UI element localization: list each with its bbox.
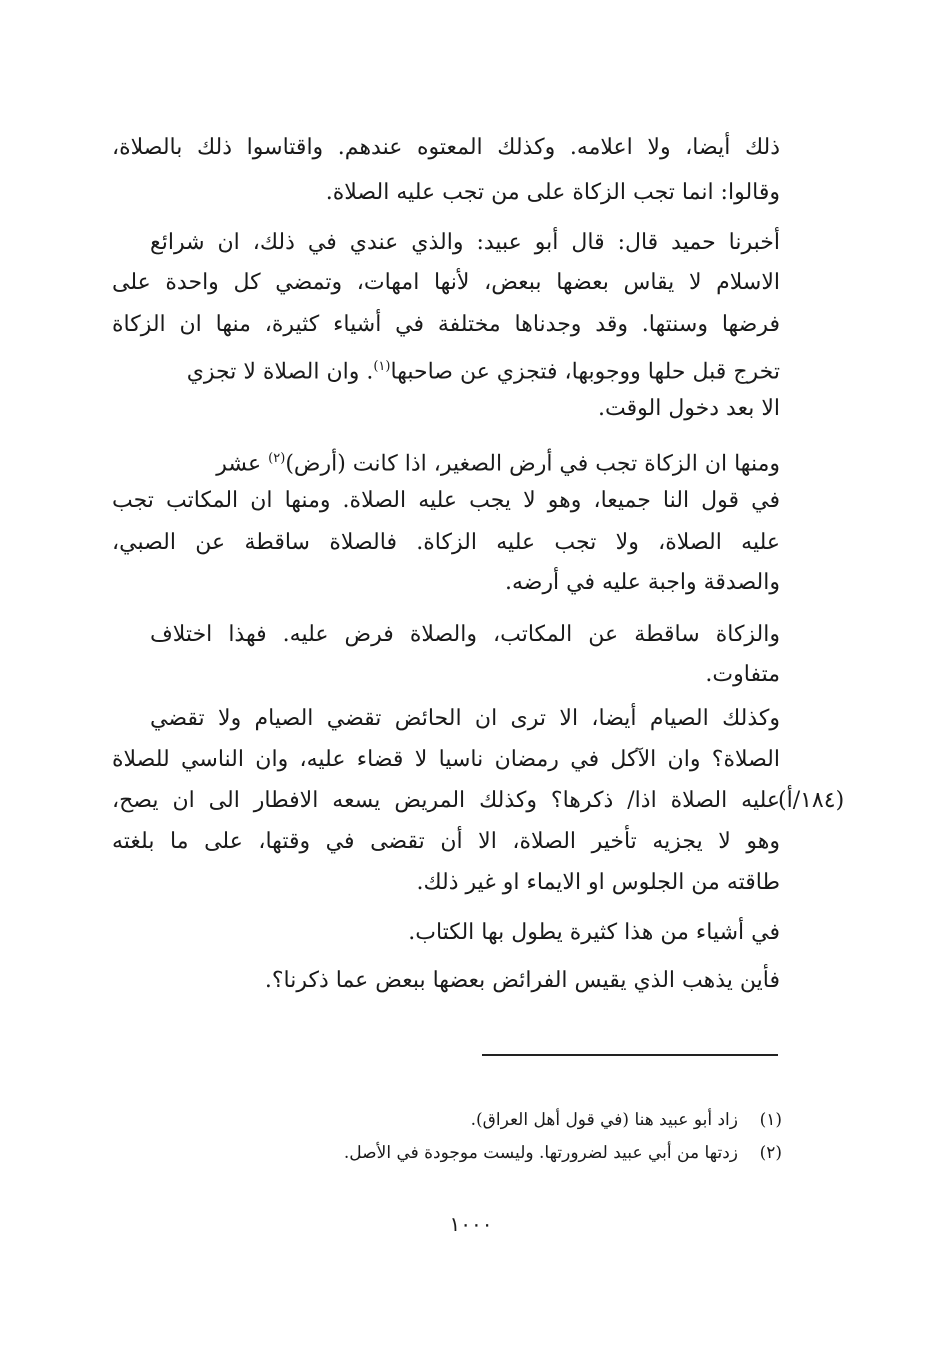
footnote (262, 1141, 782, 1165)
text-segment: . وان الصلاة لا تجزي (186, 359, 374, 385)
text-line: والصدقة واجبة عليه في أرضه. (504, 570, 780, 595)
text-line: فأين يذهب الذي يقيس الفرائض بعضها ببعض عما ذكرنا؟. (264, 968, 780, 993)
text-line: الاسلام لا يقاس بعضها ببعض، لأنها امهات، وتمضي كل واحدة على (112, 270, 780, 295)
text-segment: عشر (216, 451, 269, 477)
text-line: ذلك أيضا، ولا اعلامه. وكذلك المعتوه عندهم. واقتاسوا ذلك بالصلاة، (112, 135, 780, 160)
text-line: طاقته من الجلوس او الايماء او غير ذلك. (416, 870, 780, 895)
footnote (262, 1108, 782, 1132)
text-segment: تخرج قبل حلها ووجوبها، فتجزي عن صاحبها (390, 359, 780, 385)
text-line-with-footnote (150, 444, 780, 477)
footnote-number: (١) (759, 1110, 782, 1130)
text-line: وهو لا يجزيه تأخير الصلاة، الا أن تقضى في وقتها، على ما بلغته (112, 829, 780, 854)
text-segment: ومنها ان الزكاة تجب في أرض الصغير، اذا كانت (أرض) (285, 451, 780, 477)
footnote-number: (٢) (759, 1143, 782, 1163)
footnote-text: زدتها من أبي عبيد لضرورتها. وليست موجودة في الأصل. (343, 1143, 738, 1163)
footnote-text: زاد أبو عبيد هنا (في قول أهل العراق). (470, 1110, 738, 1130)
text-line: في قول النا جميعا، وهو لا يجب عليه الصلاة. ومنها ان المكاتب تجب (112, 488, 780, 513)
text-line: في أشياء من هذا كثيرة يطول بها الكتاب. (408, 920, 780, 945)
page-number: ١٠٠٠ (449, 1212, 493, 1236)
text-line-with-footnote (112, 352, 780, 385)
folio-margin-note: (١٨٤/أ) (778, 788, 845, 813)
text-line: والزكاة ساقطة عن المكاتب، والصلاة فرض عليه. فهذا اختلاف (150, 622, 780, 647)
footnote-ref: (٢) (268, 451, 286, 466)
text-line: الا بعد دخول الوقت. (598, 396, 780, 421)
text-line: أخبرنا حميد قال: قال أبو عبيد: والذي عندي في ذلك، ان شرائع (150, 230, 780, 255)
footnote-separator (482, 1054, 778, 1056)
footnote-ref: (١) (373, 359, 391, 374)
text-line: عليه الصلاة اذا/ ذكرها؟ وكذلك المريض يسعه الافطار الى ان يصح، (112, 788, 780, 813)
text-line: متفاوت. (705, 662, 780, 687)
text-line: عليه الصلاة، ولا تجب عليه الزكاة. فالصلاة ساقطة عن الصبي، (112, 530, 780, 555)
text-line: فرضها وسنتها. وقد وجدناها مختلفة في أشياء كثيرة، منها ان الزكاة (112, 312, 780, 337)
text-line: وقالوا: انما تجب الزكاة على من تجب عليه الصلاة. (325, 180, 780, 205)
text-line: الصلاة؟ وان الآكل في رمضان ناسيا لا قضاء عليه، وان الناسي للصلاة (112, 747, 780, 772)
text-line: وكذلك الصيام أيضا، الا ترى ان الحائض تقضي الصيام ولا تقضي (150, 706, 780, 731)
